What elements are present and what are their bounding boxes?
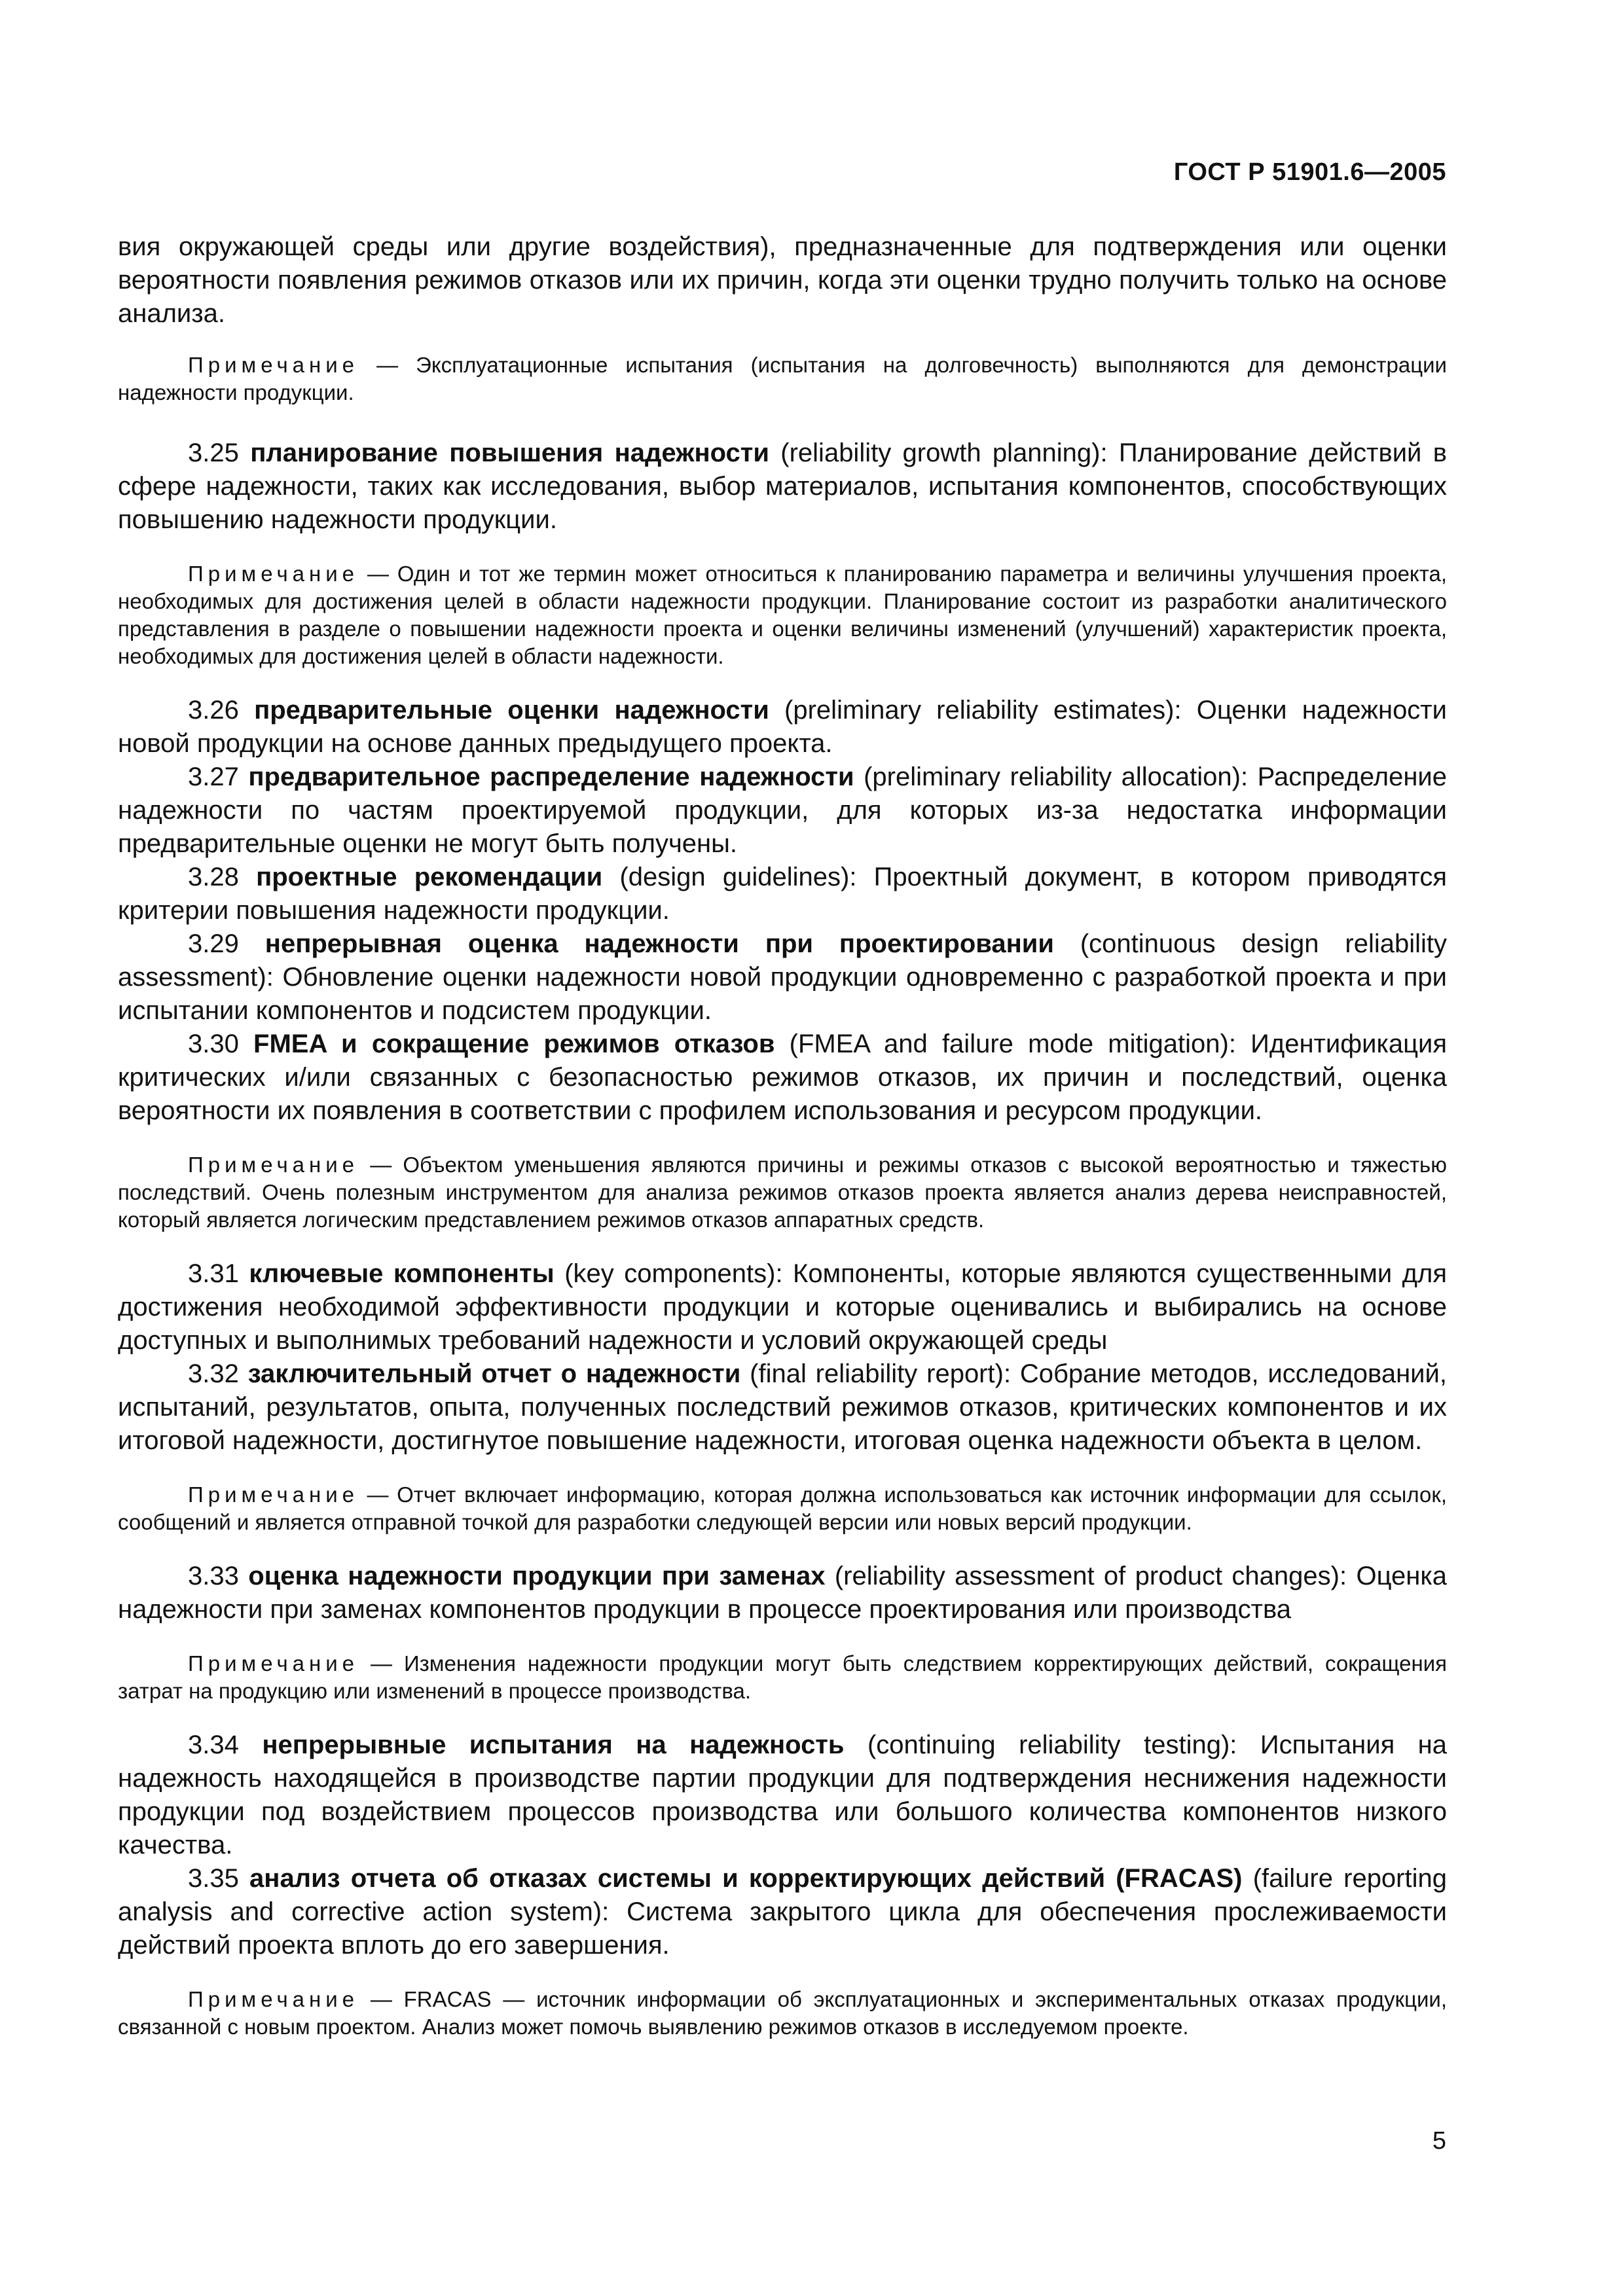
term-3-25: 3.25 планирование повышения надежности (reliability growth planning): Планирование действий в сфере надежности, таких как исследования, выбор материалов, испытания компонентов, способствующих повышению надежности продукции. [118,439,1447,534]
term-title: ключевые компоненты [249,1259,555,1288]
term-title: FMEA и сокращение режимов отказов [253,1030,775,1058]
term-title: непрерывные испытания на надежность [262,1731,845,1759]
term-3-35: 3.35 анализ отчета об отказах системы и корректирующих действий (FRACAS) (failure reporting analysis and corrective action system): Система закрытого цикла для обеспечения прослеживаемости действий проекта вплоть до его завершения. [118,1864,1447,1960]
term-3-29: 3.29 непрерывная оценка надежности при проектировании (continuous design reliability assessment): Обновление оценки надежности новой продукции одновременно с разработкой проекта и при испытании компонентов и подсистем продукции. [118,929,1447,1025]
intro-paragraph: вия окружающей среды или другие воздействия), предназначенные для подтверждения или оценки вероятности появления режимов отказов или их причин, когда эти оценки трудно получить только на основе анализа. [118,232,1447,328]
term-3-34: 3.34 непрерывные испытания на надежность (continuing reliability testing): Испытания на надежность находящейся в производстве партии продукции для подтверждения неснижения надежности продукции под воздействием процессов производства или большого количества компонентов низкого качества. [118,1731,1447,1859]
note-label: Примечание [188,1153,359,1177]
page-number: 5 [1432,2127,1446,2155]
note-6: Примечание — FRACAS — источник информации об эксплуатационных и экспериментальных отказах продукции, связанной с новым проектом. Анализ может помочь выявлению режимов отказов в исследуемом проекте. [118,1987,1448,2039]
term-title: оценка надежности продукции при заменах [248,1562,826,1590]
note-2: Примечание — Один и тот же термин может относиться к планированию параметра и величины улучшения проекта, необходимых для достижения целей в области надежности продукции. Планирование состоит из разработки аналитического представления в разделе о повышении надежности проекта и оценки величины изменений (улучшений) характеристик проекта, необходимых для достижения целей в области надежности. [118,562,1447,668]
term-3-32: 3.32 заключительный отчет о надежности (final reliability report): Собрание методов, исследований, испытаний, результатов, опыта, полученных последствий режимов отказов, критических компонентов и их итоговой надежности, достигнутое повышение надежности, итоговая оценка надежности объекта в целом. [118,1359,1447,1455]
term-title: заключительный отчет о надежности [247,1359,741,1388]
note-label: Примечание [188,1987,359,2011]
term-3-31: 3.31 ключевые компоненты (key components): Компоненты, которые являются существенными для достижения необходимой эффективности продукции и которые оценивались и выбирались на основе доступных и выполнимых требований надежности и условий окружающей среды [118,1259,1447,1355]
term-title: предварительное распределение надежности [248,762,854,791]
standard-header: ГОСТ Р 51901.6—2005 [1173,158,1446,186]
note-label: Примечание [188,562,359,586]
note-1: Примечание — Эксплуатационные испытания (испытания на долговечность) выполняются для демонстрации надежности продукции. [118,353,1447,404]
note-label: Примечание [188,1482,359,1507]
term-title: планирование повышения надежности [250,439,769,467]
term-title: проектные рекомендации [256,863,603,891]
term-3-27: 3.27 предварительное распределение надежности (preliminary reliability allocation): Распределение надежности по частям проектируемой продукции, для которых из-за недостатка информации предварительные оценки не могут быть получены. [118,762,1448,858]
term-3-26: 3.26 предварительные оценки надежности (preliminary reliability estimates): Оценки надежности новой продукции на основе данных предыдущего проекта. [118,696,1447,758]
document-body [118,230,1447,2041]
term-title: анализ отчета об отказах системы и корректирующих действий (FRACAS) [249,1864,1243,1893]
note-5: Примечание — Изменения надежности продукции могут быть следствием корректирующих действий, сокращения затрат на продукцию или изменений в процессе производства. [118,1651,1447,1703]
note-4: Примечание — Отчет включает информацию, которая должна использоваться как источник информации для ссылок, сообщений и является отправной точкой для разработки следующей версии или новых версий продукции. [118,1482,1447,1534]
term-3-28: 3.28 проектные рекомендации (design guidelines): Проектный документ, в котором приводятся критерии повышения надежности продукции. [118,863,1447,925]
note-label: Примечание [188,353,359,377]
term-3-33: 3.33 оценка надежности продукции при заменах (reliability assessment of product changes): Оценка надежности при заменах компонентов продукции в процессе проектирования или производства [118,1562,1448,1624]
note-3: Примечание — Объектом уменьшения являются причины и режимы отказов с высокой вероятностью и тяжестью последствий. Очень полезным инструментом для анализа режимов отказов проекта является анализ дерева неисправностей, который является логическим представлением режимов отказов аппаратных средств. [118,1153,1447,1232]
note-label: Примечание [188,1651,359,1676]
term-3-30: 3.30 FMEA и сокращение режимов отказов (FMEA and failure mode mitigation): Идентификация критических и/или связанных с безопасностью режимов отказов, их причин и последствий, оценка вероятности их появления в соответствии с профилем использования и ресурсом продукции. [118,1030,1447,1125]
term-title: предварительные оценки надежности [254,696,769,725]
term-title: непрерывная оценка надежности при проектировании [264,929,1054,958]
